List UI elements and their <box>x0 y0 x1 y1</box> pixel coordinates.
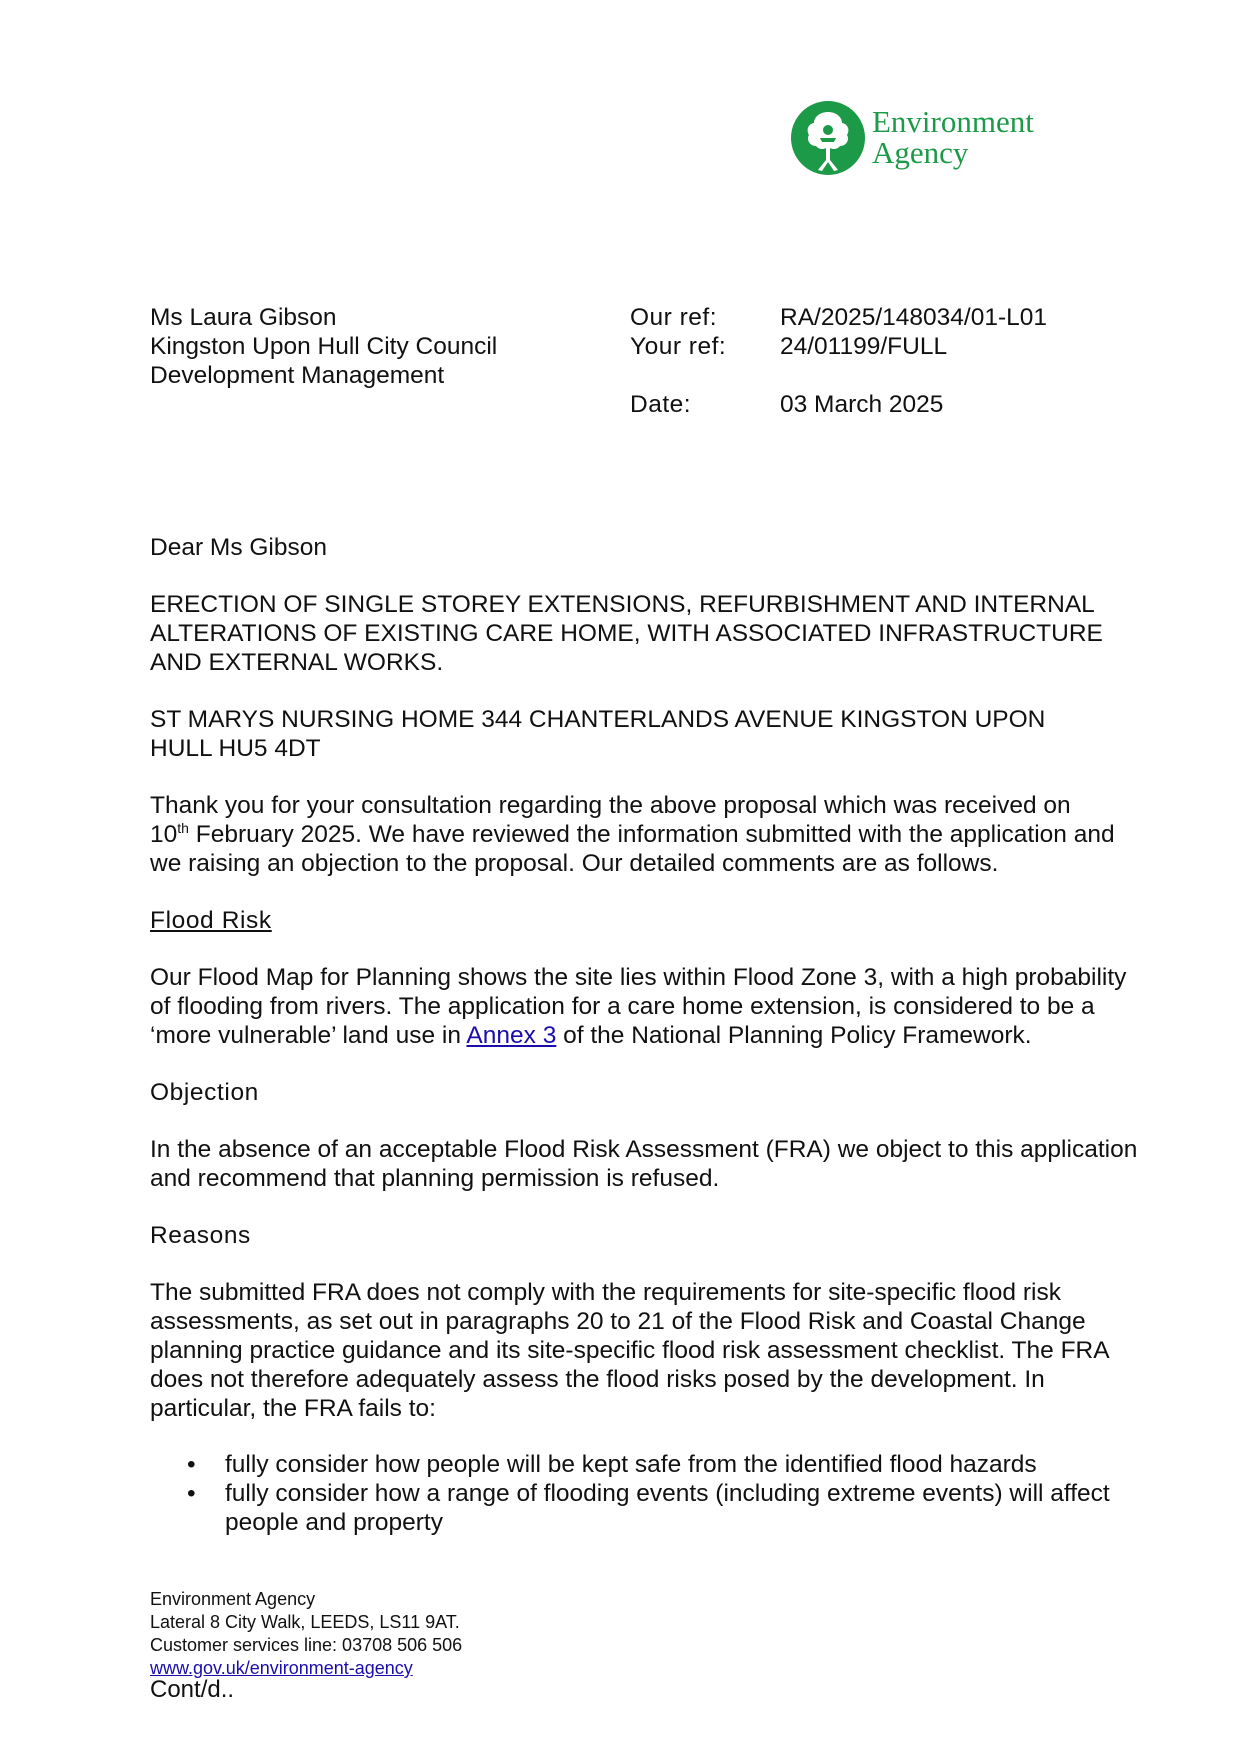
objection-paragraph: In the absence of an acceptable Flood Risk Assessment (FRA) we object to this application and recommend that planning permission is refused. <box>150 1136 1138 1192</box>
letter-body <box>150 533 1140 1537</box>
our-ref-label: Our ref: <box>630 304 718 331</box>
your-ref-row <box>630 332 1047 361</box>
intro-text-b: February 2025. We have reviewed the information submitted with the application and we raising an objection to the proposal. Our detailed comments are as follows. <box>150 821 1115 877</box>
reference-block <box>630 303 1047 419</box>
list-item: • fully consider how people will be kept safe from the identified flood hazards <box>225 1450 1140 1479</box>
footer-org: Environment Agency <box>150 1589 316 1609</box>
salutation: Dear Ms Gibson <box>150 534 328 561</box>
reasons-paragraph: The submitted FRA does not comply with the requirements for site-specific flood risk assessments, as set out in paragraphs 20 to 21 of the Flood Risk and Coastal Change planning practice guidance and its site-specific flood risk assessment checklist. The FRA does not therefore adequately assess the flood risks posed by the development. In particular, the FRA fails to: <box>150 1279 1109 1422</box>
intro-day: 10 <box>150 821 178 848</box>
recipient-address <box>150 303 497 390</box>
our-ref-row <box>630 303 1047 332</box>
recipient-dept: Development Management <box>150 362 445 389</box>
flood-text-b: of the National Planning Policy Framework. <box>556 1022 1032 1049</box>
your-ref-value: 24/01199/FULL <box>780 333 948 360</box>
intro-paragraph <box>150 791 1140 878</box>
flood-risk-heading: Flood Risk <box>150 907 272 934</box>
logo-line-1: Environment <box>872 104 1034 139</box>
flood-risk-paragraph <box>150 963 1140 1050</box>
footer-website-link[interactable]: www.gov.uk/environment-agency <box>150 1658 413 1678</box>
our-ref-value: RA/2025/148034/01-L01 <box>780 304 1047 331</box>
logo-line-2: Agency <box>872 135 969 170</box>
site-line-2: HULL HU5 4DT <box>150 735 321 762</box>
reasons-heading: Reasons <box>150 1222 251 1249</box>
reasons-list <box>150 1450 1140 1537</box>
footer-phone: Customer services line: 03708 506 506 <box>150 1635 463 1655</box>
continued-marker: Cont/d.. <box>150 1676 235 1703</box>
intro-ordinal: th <box>177 819 189 836</box>
date-value: 03 March 2025 <box>780 391 944 418</box>
subject-heading: ERECTION OF SINGLE STOREY EXTENSIONS, REFURBISHMENT AND INTERNAL ALTERATIONS OF EXISTING CARE HOME, WITH ASSOCIATED INFRASTRUCTURE AND EXTERNAL WORKS. <box>150 591 1103 676</box>
objection-heading: Objection <box>150 1079 259 1106</box>
annex-3-link[interactable]: Annex 3 <box>466 1022 557 1049</box>
flood-text-a: Our Flood Map for Planning shows the site lies within Flood Zone 3, with a high probability of flooding from rivers. The application for a care home extension, is considered to be a ‘more vulnerable’ land use in <box>150 964 1127 1049</box>
logo-wordmark <box>872 106 1034 168</box>
site-address <box>150 705 1140 763</box>
your-ref-label: Your ref: <box>630 333 727 360</box>
site-line-1: ST MARYS NURSING HOME 344 CHANTERLANDS AVENUE KINGSTON UPON <box>150 706 1046 733</box>
intro-text-a: Thank you for your consultation regarding the above proposal which was received on <box>150 792 1071 819</box>
date-row <box>630 390 1047 419</box>
recipient-org: Kingston Upon Hull City Council <box>150 333 498 360</box>
environment-agency-logo <box>790 100 1060 180</box>
tree-person-icon <box>790 100 866 176</box>
recipient-name: Ms Laura Gibson <box>150 304 337 331</box>
footer-address: Lateral 8 City Walk, LEEDS, LS11 9AT. <box>150 1612 460 1632</box>
date-label: Date: <box>630 391 692 418</box>
footer <box>150 1588 462 1680</box>
list-item: • fully consider how a range of flooding events (including extreme events) will affect people and property <box>225 1479 1140 1537</box>
